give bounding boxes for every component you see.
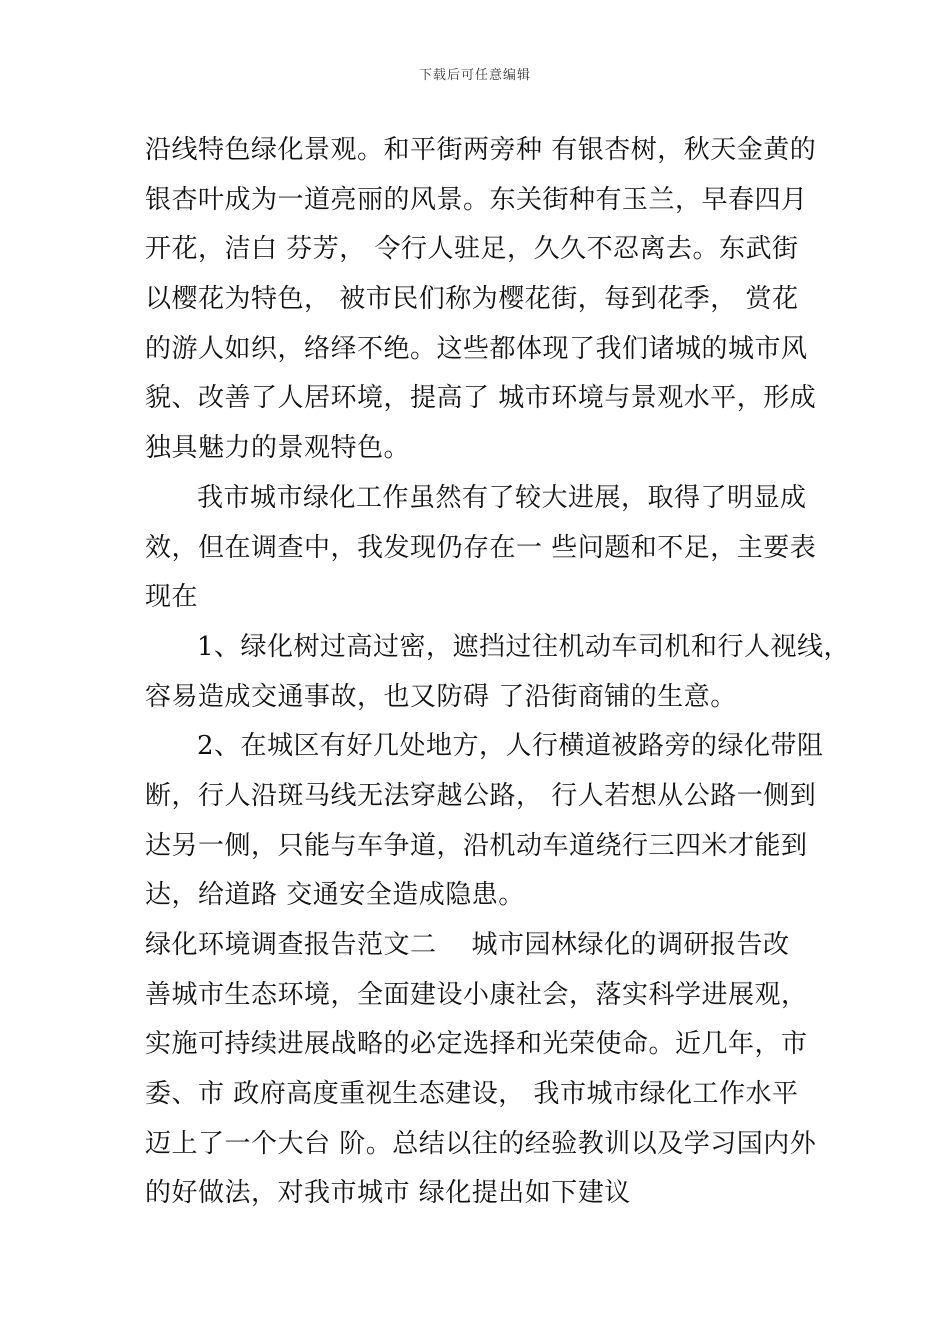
text-line: 以樱花为特色， 被市民们称为樱花街，每到花季， 赏花: [145, 284, 799, 315]
text-line: 迈上了一个大台 阶。总结以往的经验教训以及学习国内外: [145, 1128, 817, 1159]
section-title-line: 绿化环境调查报告范文二 城市园林绿化的调研报告改: [145, 930, 790, 960]
text-line: 的好做法，对我市城市 绿化提出如下建议: [145, 1178, 631, 1209]
text-line: 开花，洁白 芬芳， 令行人驻足，久久不忍离去。东武街: [145, 234, 799, 265]
text-line: 貌、改善了人居环境，提高了 城市环境与景观水平，形成: [145, 383, 817, 414]
text-line: 的游人如织，络绎不绝。这些都体现了我们诸城的城市风: [145, 333, 808, 364]
text-line: 独具魅力的景观特色。: [145, 433, 411, 464]
text-line: 委、市 政府高度重视生态建设， 我市城市绿化工作水平: [145, 1079, 799, 1110]
text-line: 沿线特色绿化景观。和平街两旁种 有银杏树，秋天金黄的: [145, 135, 817, 165]
text-line: 断，行人沿斑马线无法穿越公路， 行人若想从公路一侧到: [145, 780, 817, 811]
text-line: 容易造成交通事故，也又防碍 了沿街商铺的生意。: [145, 681, 737, 712]
text-line: 现在: [145, 582, 199, 613]
document-body: [145, 126, 851, 1219]
page-header: 下载后可任意编辑: [418, 68, 531, 83]
list-item-first-line: 2、在城区有好几处地方，人行横道被路旁的绿化带阻: [197, 731, 824, 762]
text-line: 效，但在调查中，我发现仍存在一 些问题和不足，主要表: [145, 532, 817, 563]
text-line: 达，给道路 交通安全造成隐患。: [145, 880, 525, 911]
text-line: 银杏叶成为一道亮丽的风景。东关街种有玉兰，早春四月: [145, 184, 808, 215]
list-item-first-line: 1、绿化树过高过密，遮挡过往机动车司机和行人视线，: [197, 631, 851, 662]
paragraph-first-line: 我市城市绿化工作虽然有了较大进展，取得了明显成: [197, 482, 807, 513]
text-line: 实施可持续进展战略的必定选择和光荣使命。近几年，市: [145, 1029, 808, 1060]
text-line: 达另一侧，只能与车争道，沿机动车道绕行三四米才能到: [145, 830, 808, 861]
text-line: 善城市生态环境，全面建设小康社会，落实科学进展观，: [145, 979, 808, 1010]
